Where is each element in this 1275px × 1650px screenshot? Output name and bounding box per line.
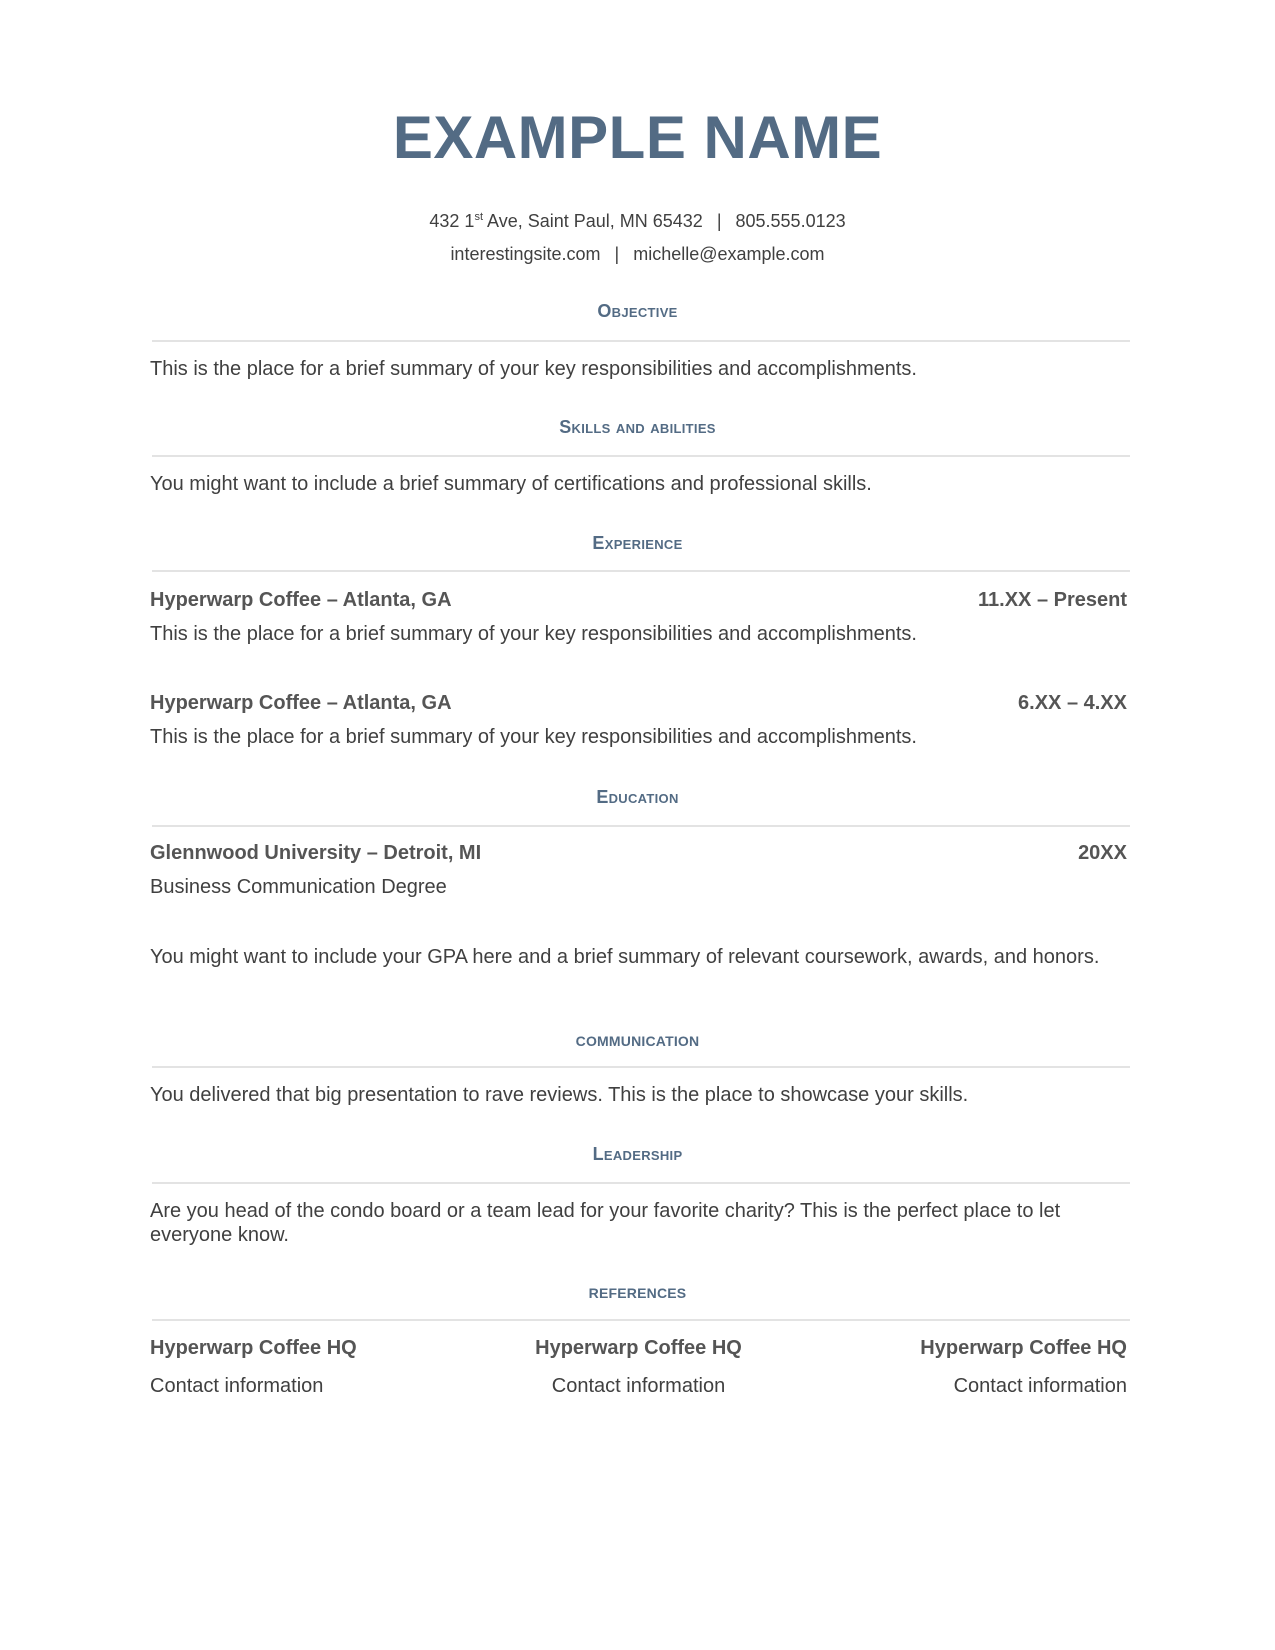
reference-name: Hyperwarp Coffee HQ — [535, 1337, 742, 1359]
contact-separator: | — [716, 211, 722, 231]
website-link[interactable]: interestingsite.com — [450, 244, 601, 264]
reference-contact: Contact information — [953, 1375, 1127, 1397]
section-title-education: Education — [596, 787, 679, 807]
contact-separator: | — [614, 244, 620, 264]
job-summary: This is the place for a brief summary of your key responsibilities and accomplishments. — [150, 623, 917, 645]
section-title-references: REFERENCES — [588, 1285, 687, 1301]
contact-line-address — [0, 209, 1275, 233]
job-employer: Hyperwarp Coffee – Atlanta, GA — [150, 692, 452, 714]
section-title-leadership: Leadership — [592, 1144, 683, 1164]
contact-line-web — [0, 242, 1275, 266]
section-divider — [152, 340, 1130, 342]
section-title-communication: COMMUNICATION — [575, 1033, 700, 1049]
objective-text: This is the place for a brief summary of your key responsibilities and accomplishments. — [150, 358, 917, 380]
reference-contact: Contact information — [150, 1375, 324, 1397]
section-title-objective: Objective — [597, 301, 678, 321]
job-dates: 11.XX – Present — [978, 589, 1127, 611]
job-dates: 6.XX – 4.XX — [1018, 692, 1127, 714]
reference-item — [150, 1336, 357, 1398]
job-summary: This is the place for a brief summary of your key responsibilities and accomplishments. — [150, 726, 917, 748]
communication-text: You delivered that big presentation to rave reviews. This is the place to showcase your skills. — [150, 1084, 969, 1106]
education-school: Glennwood University – Detroit, MI — [150, 842, 482, 864]
section-title-experience: Experience — [592, 533, 683, 553]
skills-text: You might want to include a brief summary of certifications and professional skills. — [150, 473, 872, 495]
phone: 805.555.0123 — [735, 211, 846, 231]
reference-contact: Contact information — [551, 1375, 726, 1397]
section-divider — [152, 1182, 1130, 1184]
education-header — [150, 841, 1127, 865]
reference-name: Hyperwarp Coffee HQ — [920, 1337, 1127, 1359]
section-divider — [152, 570, 1130, 572]
job-header — [150, 691, 1127, 715]
reference-item — [535, 1336, 742, 1398]
section-divider — [152, 1319, 1130, 1321]
references-list — [150, 1336, 1127, 1398]
leadership-text: Are you head of the condo board or a team lead for your favorite charity? This is the perfect place to let everyone know. — [150, 1200, 1061, 1246]
section-divider — [152, 455, 1130, 457]
section-title-skills: Skills and abilities — [559, 417, 716, 437]
section-divider — [152, 1066, 1130, 1068]
section-divider — [152, 825, 1130, 827]
email-link[interactable]: michelle@example.com — [633, 244, 825, 264]
job-header — [150, 588, 1127, 612]
resume-name: EXAMPLE NAME — [392, 104, 883, 171]
education-year: 20XX — [1078, 842, 1127, 864]
reference-item — [920, 1336, 1127, 1398]
reference-name: Hyperwarp Coffee HQ — [150, 1337, 357, 1359]
address: 432 1st Ave, Saint Paul, MN 65432 — [429, 211, 703, 231]
education-degree: Business Communication Degree — [150, 876, 447, 898]
education-details: You might want to include your GPA here and a brief summary of relevant coursework, awards, and honors. — [150, 946, 1100, 968]
job-employer: Hyperwarp Coffee – Atlanta, GA — [150, 589, 452, 611]
